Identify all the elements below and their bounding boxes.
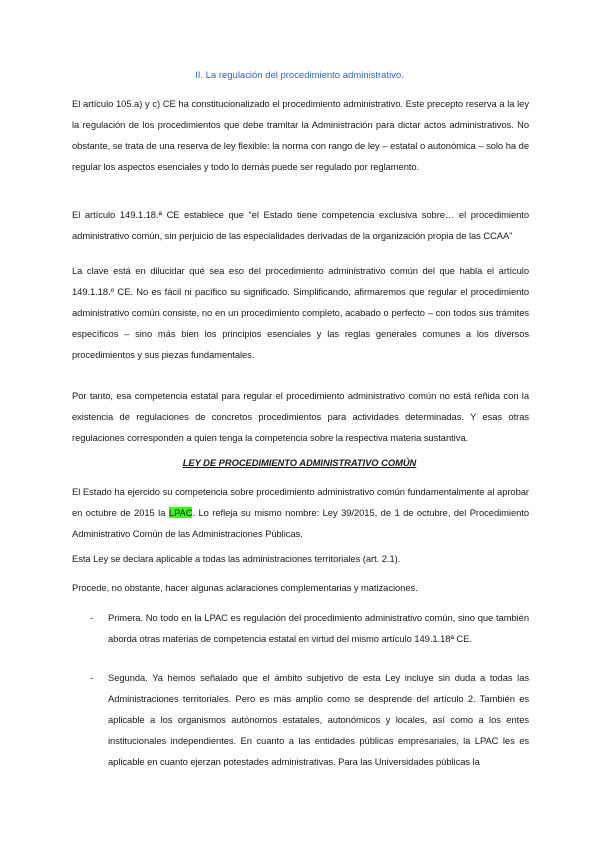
section-title: II. La regulación del procedimiento administrativo. xyxy=(195,70,404,81)
paragraph-estado-competencia xyxy=(72,482,529,545)
list-bullet: - xyxy=(90,612,94,623)
paragraph-por-tanto: Por tanto, esa competencia estatal para regular el procedimiento administrativo común no está reñida con la existencia de regulaciones de concretos procedimientos para actividades determinadas. Y esas otras regulaciones corresponden a quien tenga la competencia sobre la respectiva materia sustantiva. xyxy=(72,390,529,443)
list-item-text: Primera. No todo en la LPAC es regulación del procedimiento administrativo común, sino que también aborda otras materias de competencia estatal en virtud del mismo artículo 149.1.18ª CE. xyxy=(108,612,529,644)
paragraph-text-end: . Lo refleja su mismo nombre: Ley 39/2015, de 1 de octubre, del Procedimiento Administrativo Común de las Administraciones Públicas. xyxy=(72,506,530,539)
lpac-highlight: LPAC xyxy=(168,506,193,518)
paragraph-clave: La clave está en dilucidar qué sea eso del procedimiento administrativo común del que habla el artículo 149.1.18.º CE. No es fácil ni pacífico su significado. Simplificando, afirmaremos que regular el procedimiento administrativo común consiste, no en un procedimiento completo, acabado o perfecto – con todos sus trámites específicos – sino más bien los principios esenciales y las reglas generales comunes a los diversos procedimientos y sus piezas fundamentales. xyxy=(72,265,529,360)
paragraph-procede: Procede, no obstante, hacer algunas aclaraciones complementarias y matizaciones. xyxy=(72,582,418,593)
paragraph-aplicable: Esta Ley se declara aplicable a todas las administraciones territoriales (art. 2.1). xyxy=(72,553,401,564)
law-heading: LEY DE PROCEDIMIENTO ADMINISTRATIVO COMÚN xyxy=(182,457,417,468)
paragraph-text-start: El Estado ha ejercido su competencia sobre procedimiento administrativo común fundamentalmente al aprobar en octubre de 2015 la xyxy=(72,486,529,518)
list-bullet: - xyxy=(90,672,94,683)
paragraph-art-105: El artículo 105.a) y c) CE ha constitucionalizado el procedimiento administrativo. Este precepto reserva a la ley la regulación de los procedimientos que debe tramitar la Administración para dictar actos administrativos. No obstante, se trata de una reserva de ley flexible: la norma con rango de ley – estatal o autonómica – solo ha de regular los aspectos esenciales y todo lo demás puede ser regulado por reglamento. xyxy=(72,98,529,172)
list-item-text: Segunda. Ya hemos señalado que el ámbito subjetivo de esta Ley incluye sin duda a todas las Administraciones territoriales. Pero es más amplio como se desprende del artículo 2. También es aplicable a los organismos autónomos estatales, autonómicos y locales, así como a los entes institucionales independientes. En cuanto a las entidades públicas empresariales, la LPAC les es aplicable en cuanto ejerzan potestades administrativas. Para las Universidades públicas la xyxy=(108,672,529,767)
paragraph-art-149: El artículo 149.1.18.ª CE establece que “el Estado tiene competencia exclusiva sobre… el procedimiento administrativo común, sin perjuicio de las especialidades derivadas de la organización propia de las CCAA” xyxy=(72,209,529,241)
